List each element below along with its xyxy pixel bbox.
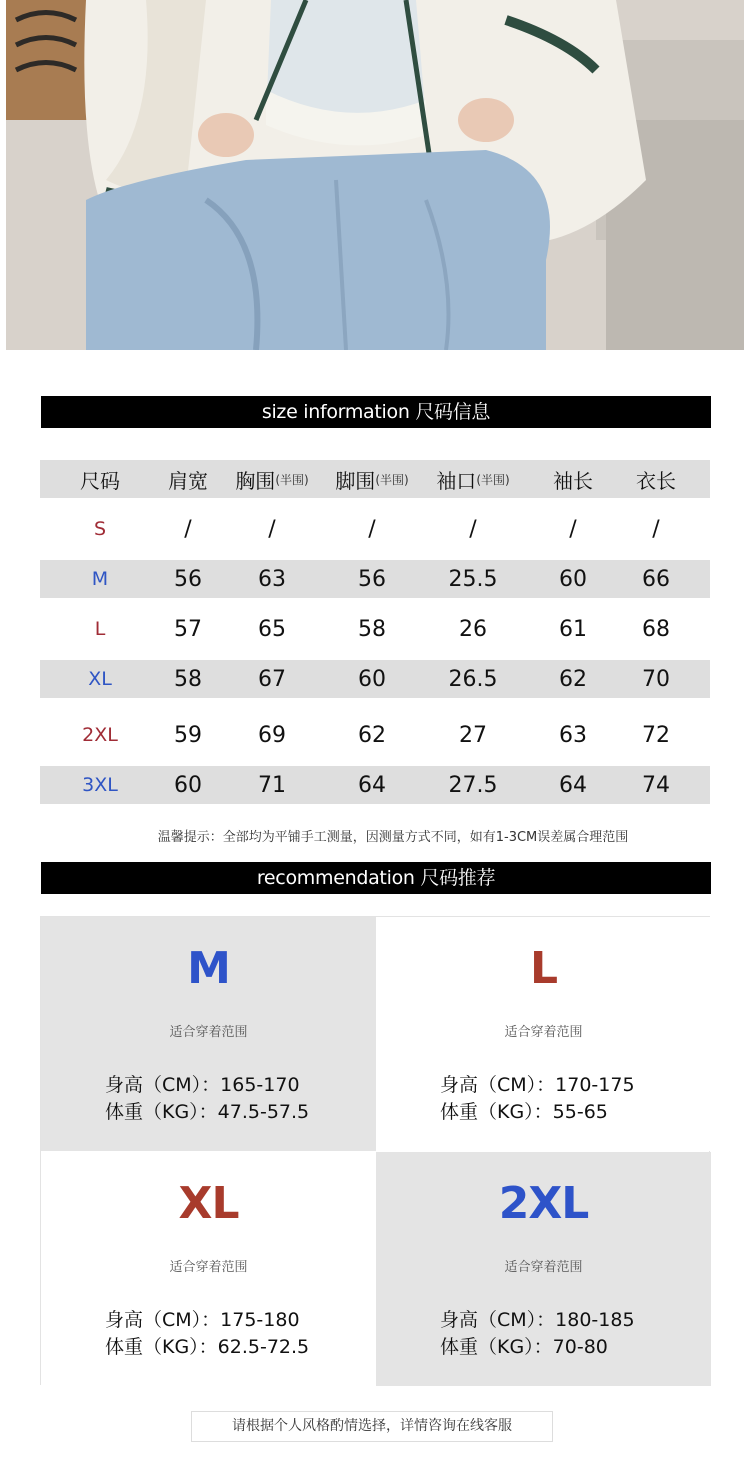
table-cell: /	[569, 516, 577, 542]
table-cell: 62	[358, 722, 386, 748]
recommendation-height: 身高（CM）：170-175	[440, 1074, 635, 1096]
recommendation-card	[376, 1152, 711, 1386]
table-cell: 57	[174, 616, 202, 642]
column-header	[624, 460, 688, 498]
table-cell: /	[368, 516, 376, 542]
recommendation-subtitle: 适合穿着范围	[504, 1260, 583, 1275]
table-cell: 26.5	[448, 666, 498, 692]
table-cell: 26	[459, 616, 487, 642]
size-label: 3XL	[82, 774, 118, 796]
table-row	[40, 560, 710, 598]
recommendation-subtitle: 适合穿着范围	[504, 1025, 583, 1040]
recommendation-subtitle: 适合穿着范围	[169, 1260, 248, 1275]
table-cell: /	[184, 516, 192, 542]
table-cell: 60	[559, 566, 587, 592]
recommendation-size: 2XL	[498, 1178, 589, 1229]
recommendation-height: 身高（CM）：165-170	[105, 1074, 300, 1096]
recommendation-size: M	[187, 943, 230, 994]
table-cell: /	[652, 516, 660, 542]
table-cell: 56	[358, 566, 386, 592]
table-cell: 65	[258, 616, 286, 642]
size-label: 2XL	[82, 724, 118, 746]
table-row	[40, 766, 710, 804]
column-header-sublabel: (半围)	[275, 472, 309, 487]
column-header-sublabel: (半围)	[375, 472, 409, 487]
size-label: XL	[88, 668, 112, 690]
size-label: L	[94, 618, 106, 640]
table-cell: 61	[559, 616, 587, 642]
table-row	[40, 610, 710, 648]
recommendation-card	[376, 917, 711, 1151]
table-cell: 60	[358, 666, 386, 692]
column-header-label: 尺码	[80, 468, 120, 493]
column-header-label: 袖口	[436, 468, 477, 493]
table-cell: 64	[358, 772, 386, 798]
column-header	[152, 460, 224, 498]
column-header	[60, 460, 140, 498]
column-header	[541, 460, 605, 498]
column-header-label: 脚围	[335, 468, 376, 493]
table-cell: 63	[559, 722, 587, 748]
table-row	[40, 660, 710, 698]
footer-note: 请根据个人风格酌情选择，详情咨询在线客服	[191, 1411, 553, 1442]
table-cell: 64	[559, 772, 587, 798]
column-header	[436, 460, 510, 498]
table-cell: 62	[559, 666, 587, 692]
recommendation-height: 身高（CM）：175-180	[105, 1309, 300, 1331]
product-photo	[6, 0, 744, 350]
table-cell: 59	[174, 722, 202, 748]
table-cell: 72	[642, 722, 670, 748]
table-row	[40, 716, 710, 754]
recommendation-card	[41, 917, 376, 1151]
table-cell: 69	[258, 722, 286, 748]
table-cell: 27	[459, 722, 487, 748]
size-label: S	[93, 518, 107, 540]
recommendation-subtitle: 适合穿着范围	[169, 1025, 248, 1040]
table-cell: 68	[642, 616, 670, 642]
recommendation-card	[41, 1152, 376, 1386]
table-header-row	[40, 460, 710, 498]
table-cell: 66	[642, 566, 670, 592]
table-cell: 70	[642, 666, 670, 692]
column-header-label: 袖长	[553, 468, 593, 493]
table-cell: 74	[642, 772, 670, 798]
recommendation-size: XL	[178, 1178, 239, 1229]
recommendation-weight: 体重（KG）：47.5-57.5	[105, 1101, 310, 1123]
column-header-label: 肩宽	[168, 468, 208, 493]
table-row	[40, 510, 710, 548]
table-cell: 56	[174, 566, 202, 592]
table-cell: 63	[258, 566, 286, 592]
recommendation-size: L	[529, 943, 558, 994]
column-header-label: 衣长	[636, 468, 676, 493]
recommendation-weight: 体重（KG）：70-80	[440, 1336, 608, 1358]
table-cell: 67	[258, 666, 286, 692]
column-header-sublabel: (半围)	[476, 472, 510, 487]
table-cell: /	[268, 516, 276, 542]
recommendation-grid	[40, 916, 710, 1385]
size-label: M	[91, 568, 109, 590]
table-cell: 58	[358, 616, 386, 642]
recommendation-banner: recommendation 尺码推荐	[41, 862, 711, 894]
table-cell: 27.5	[448, 772, 498, 798]
recommendation-weight: 体重（KG）：62.5-72.5	[105, 1336, 310, 1358]
table-cell: 25.5	[448, 566, 498, 592]
recommendation-height: 身高（CM）：180-185	[440, 1309, 635, 1331]
recommendation-weight: 体重（KG）：55-65	[440, 1101, 608, 1123]
table-cell: 60	[174, 772, 202, 798]
size-info-banner: size information 尺码信息	[41, 396, 711, 428]
table-cell: 71	[258, 772, 286, 798]
column-header	[235, 460, 309, 498]
measurement-note: 温馨提示：全部均为平铺手工测量，因测量方式不同，如有1-3CM误差属合理范围	[157, 830, 629, 845]
column-header-label: 胸围	[235, 468, 276, 493]
column-header	[335, 460, 409, 498]
table-cell: 58	[174, 666, 202, 692]
table-cell: /	[469, 516, 477, 542]
